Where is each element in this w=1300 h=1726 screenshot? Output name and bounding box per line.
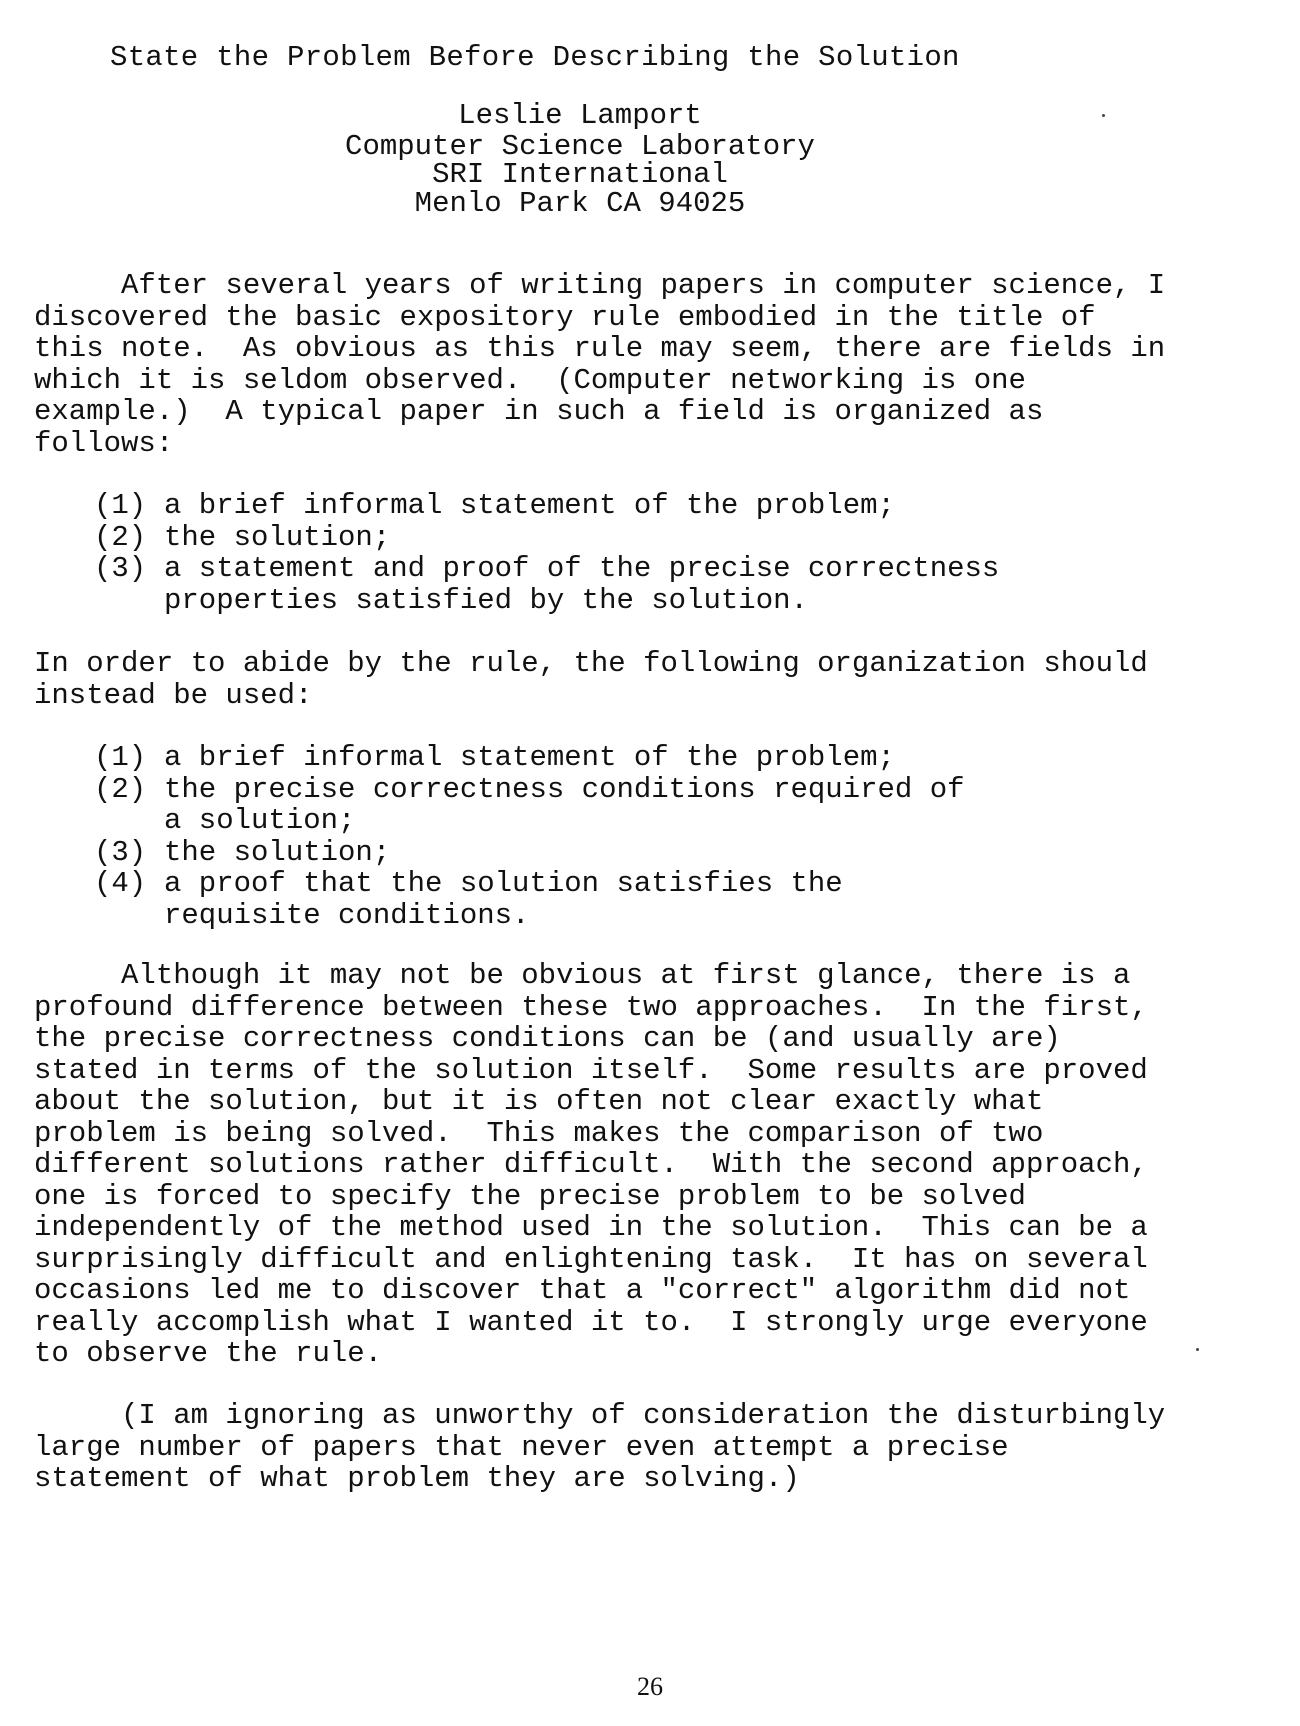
paragraph-line: Although it may not be obvious at first glance, there is a xyxy=(34,959,1131,992)
paragraph-line: this note. As obvious as this rule may seem, there are fields in xyxy=(34,332,1166,365)
list-text: a solution; xyxy=(164,804,356,837)
paragraph-line: occasions led me to discover that a "correct" algorithm did not xyxy=(34,1274,1131,1307)
paragraph-line: which it is seldom observed. (Computer networking is one xyxy=(34,363,1026,397)
paragraph-line: one is forced to specify the precise problem to be solved xyxy=(34,1179,1026,1213)
paragraph-line: really accomplish what I wanted it to. I strongly urge everyone xyxy=(34,1305,1148,1339)
list-text: properties satisfied by the solution. xyxy=(164,583,808,617)
list-item xyxy=(94,837,1274,869)
paragraph-line: stated in terms of the solution itself. Some results are proved xyxy=(34,1053,1148,1087)
paragraph-aside xyxy=(34,1400,1274,1495)
list-number: (1) xyxy=(94,489,147,522)
author-address: Menlo Park CA 94025 xyxy=(414,187,746,220)
list-item xyxy=(94,553,1274,616)
list-number: (2) xyxy=(94,520,147,554)
list-number: (3) xyxy=(94,552,147,585)
list-number: (2) xyxy=(94,772,147,806)
paragraph-line: about the solution, but it is often not clear exactly what xyxy=(34,1085,1044,1118)
author-name: Leslie Lamport xyxy=(458,99,702,132)
page-title: State the Problem Before Describing the Solution xyxy=(110,41,960,74)
paragraph-discussion xyxy=(34,960,1274,1370)
list-text: requisite conditions. xyxy=(164,898,530,932)
paragraph-line: to observe the rule. xyxy=(34,1337,383,1370)
paragraph-intro xyxy=(34,270,1274,459)
list-number: (4) xyxy=(94,867,147,900)
paragraph-line: independently of the method used in the solution. This can be a xyxy=(34,1211,1148,1244)
list-text: the precise correctness conditions required of xyxy=(164,772,965,806)
paragraph-line: In order to abide by the rule, the following organization should xyxy=(34,647,1148,680)
paragraph-line: example.) A typical paper in such a field is organized as xyxy=(34,395,1044,428)
list-number: (1) xyxy=(94,741,147,774)
paragraph-line: discovered the basic expository rule embodied in the title of xyxy=(34,300,1096,334)
paragraph-line: large number of papers that never even attempt a precise xyxy=(34,1430,1009,1464)
paragraph-line: problem is being solved. This makes the comparison of two xyxy=(34,1116,1044,1150)
list-text: a statement and proof of the precise correctness xyxy=(164,552,1000,585)
author-institution: SRI International xyxy=(432,158,728,191)
paragraph-line: instead be used: xyxy=(34,678,313,712)
page-number: 26 xyxy=(637,1672,663,1701)
paragraph-line: follows: xyxy=(34,426,174,460)
list-item xyxy=(94,490,1274,522)
paragraph-line: After several years of writing papers in computer science, I xyxy=(34,269,1166,302)
paragraph-instead xyxy=(34,648,1274,711)
list-text: the solution; xyxy=(164,835,391,869)
paragraph-line: statement of what problem they are solving.) xyxy=(34,1462,800,1495)
paragraph-line: profound difference between these two approaches. In the first, xyxy=(34,990,1148,1024)
list-item xyxy=(94,742,1274,774)
list-text: the solution; xyxy=(164,520,391,554)
list-number: (3) xyxy=(94,835,147,869)
typical-organization-list xyxy=(94,490,1274,616)
paragraph-line: the precise correctness conditions can be (and usually are) xyxy=(34,1022,1061,1055)
list-item xyxy=(94,522,1274,554)
list-text: a proof that the solution satisfies the xyxy=(164,867,843,900)
author-department: Computer Science Laboratory xyxy=(345,130,815,163)
scan-speck xyxy=(1102,114,1105,117)
list-item xyxy=(94,774,1274,837)
proposed-organization-list xyxy=(94,742,1274,931)
paragraph-line: different solutions rather difficult. With the second approach, xyxy=(34,1148,1148,1181)
paragraph-line: (I am ignoring as unworthy of consideration the disturbingly xyxy=(34,1399,1166,1432)
list-item xyxy=(94,868,1274,931)
list-text: a brief informal statement of the problem; xyxy=(164,741,895,774)
paragraph-line: surprisingly difficult and enlightening task. It has on several xyxy=(34,1242,1148,1276)
list-text: a brief informal statement of the problem; xyxy=(164,489,895,522)
